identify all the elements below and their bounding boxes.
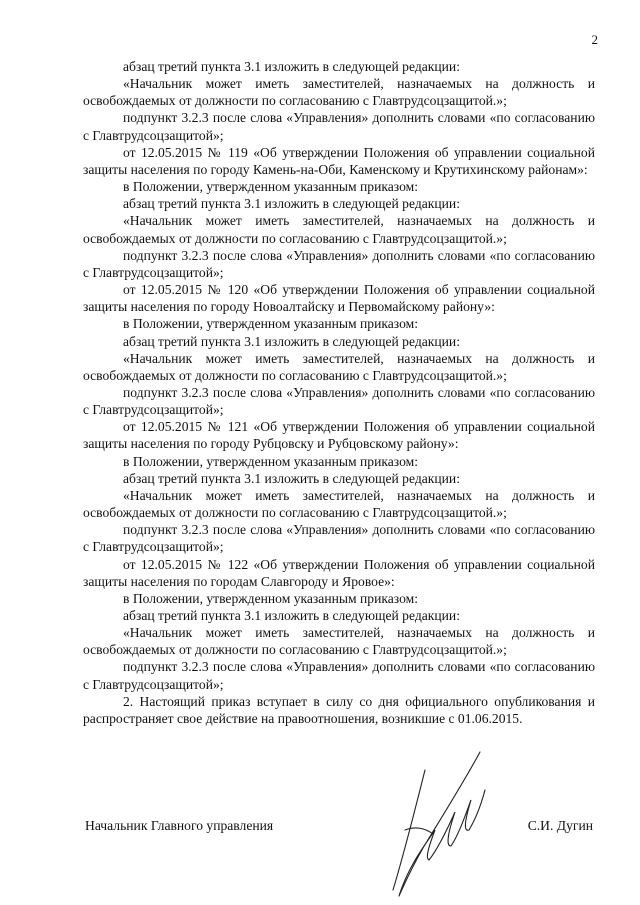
document-body (83, 58, 595, 727)
paragraph: абзац третий пункта 3.1 изложить в следующей редакции: (123, 59, 460, 74)
paragraph: подпункт 3.2.3 после слова «Управления» дополнить словами «по согласованию с Главтрудсоцзащитой»; (83, 384, 595, 418)
paragraph: абзац третий пункта 3.1 изложить в следующей редакции: (123, 333, 460, 349)
paragraph: от 12.05.2015 № 120 «Об утверждении Положения об управлении социальной защиты населения по городу Новоалтайску и Первомайскому району»: (83, 282, 595, 315)
paragraph: от 12.05.2015 № 119 «Об утверждении Положения об управлении социальной защиты населения по городу Камень-на-Оби, Каменскому и Крутихинскому районам»: (83, 144, 595, 177)
paragraph: подпункт 3.2.3 после слова «Управления» дополнить словами «по согласованию с Главтрудсоцзащитой»; (83, 522, 595, 555)
paragraph: абзац третий пункта 3.1 изложить в следующей редакции: (123, 470, 460, 486)
paragraph: абзац третий пункта 3.1 изложить в следующей редакции: (123, 196, 460, 212)
paragraph: от 12.05.2015 № 121 «Об утверждении Положения об управлении социальной защиты населения по городу Рубцовску и Рубцовскому району»: (83, 419, 595, 452)
paragraph: «Начальник может иметь заместителей, назначаемых на должность и освобождаемых от должности по согласованию с Главтрудсоцзащитой.»; (83, 487, 595, 521)
paragraph: в Положении, утвержденном указанным приказом: (123, 316, 418, 332)
paragraph: подпункт 3.2.3 после слова «Управления» дополнить словами «по согласованию с Главтрудсоцзащитой»; (83, 110, 595, 143)
paragraph: «Начальник может иметь заместителей, назначаемых на должность и освобождаемых от должности по согласованию с Главтрудсоцзащитой.»; (83, 76, 595, 109)
paragraph: «Начальник может иметь заместителей, назначаемых на должность и освобождаемых от должности по согласованию с Главтрудсоцзащитой.»; (83, 213, 595, 246)
handwritten-signature (385, 750, 495, 900)
paragraph: подпункт 3.2.3 после слова «Управления» дополнить словами «по согласованию с Главтрудсоцзащитой»; (83, 247, 595, 280)
paragraph: в Положении, утвержденном указанным приказом: (123, 590, 418, 606)
page-number: 2 (591, 32, 598, 47)
paragraph: «Начальник может иметь заместителей, назначаемых на должность и освобождаемых от должности по согласованию с Главтрудсоцзащитой.»; (83, 350, 595, 383)
paragraph: абзац третий пункта 3.1 изложить в следующей редакции: (123, 608, 460, 623)
paragraph: подпункт 3.2.3 после слова «Управления» дополнить словами «по согласованию с Главтрудсоцзащитой»; (83, 659, 595, 692)
signatory-name: С.И. Дугин (527, 818, 593, 833)
paragraph: в Положении, утвержденном указанным приказом: (123, 453, 418, 469)
signatory-title: Начальник Главного управления (85, 818, 274, 833)
paragraph: в Положении, утвержденном указанным приказом: (123, 179, 418, 195)
paragraph: от 12.05.2015 № 122 «Об утверждении Положения об управлении социальной защиты населения по городам Славгороду и Яровое»: (83, 556, 595, 589)
paragraph: «Начальник может иметь заместителей, назначаемых на должность и освобождаемых от должности по согласованию с Главтрудсоцзащитой.»; (83, 625, 595, 658)
paragraph: 2. Настоящий приказ вступает в силу со дня официального опубликования и распространяет свое действие на правоотношения, возникшие с 01.06.2015. (83, 693, 595, 726)
